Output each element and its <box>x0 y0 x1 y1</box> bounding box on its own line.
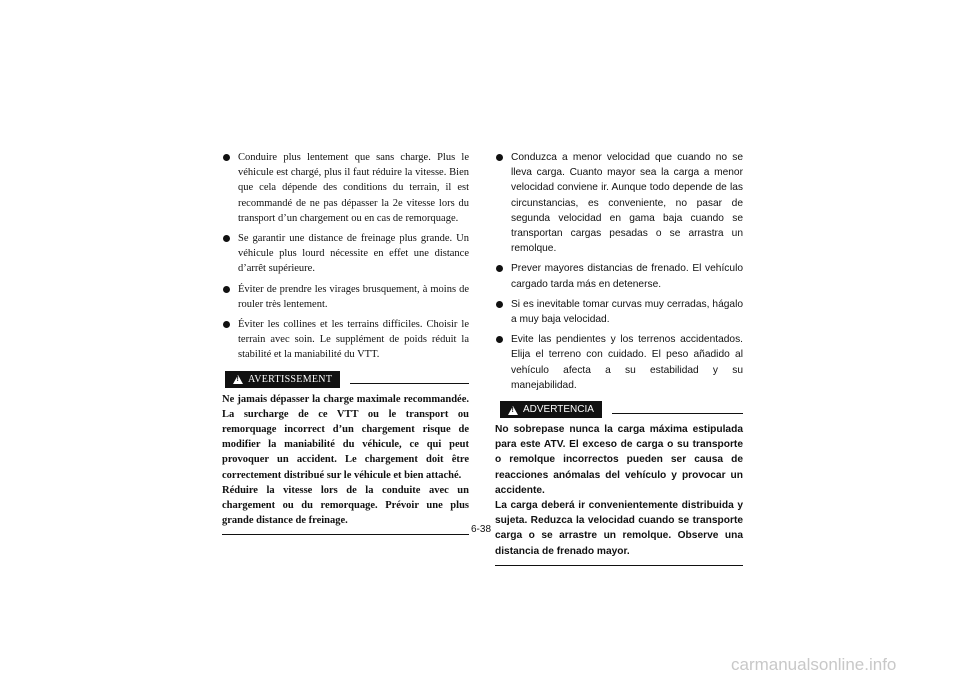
list-item-text: Evite las pendientes y los terrenos accidentados. Elija el terreno con cuidado. El peso añadido al vehículo afecta a su estabilidad y su manejabilidad. <box>511 334 743 391</box>
list-item-text: Conduire plus lentement que sans charge. Plus le véhicule est chargé, plus il faut réduire la vitesse. Bien que cela dépende des conditions du terrain, il est recommandé de ne pas dépasser la 2e vitesse lors du transport d’un chargement ou en cas de remorquage. <box>238 152 469 224</box>
list-item <box>222 231 469 277</box>
watermark: carmanualsonline.info <box>731 655 897 674</box>
warning-triangle-icon <box>233 375 243 384</box>
list-item-text: Éviter les collines et les terrains difficiles. Choisir le terrain avec soin. Le supplément de poids réduit la stabilité et la maniabilité du VTT. <box>238 319 469 361</box>
warning-text <box>222 392 469 529</box>
divider <box>495 565 743 566</box>
bullet-icon <box>496 336 503 343</box>
warning-badge <box>225 371 340 388</box>
bullet-icon <box>496 301 503 308</box>
list-item-text: Conduzca a menor velocidad que cuando no se lleva carga. Cuanto mayor sea la carga a menor velocidad conviene ir. Aunque todo depende de las circunstancias, es conveniente, no pasar de segunda velocidad en gama baja cuando se transportan cargas pesadas o se arrastra un remolque. <box>511 152 743 255</box>
list-item <box>222 317 469 363</box>
list-item <box>222 282 469 312</box>
divider <box>350 383 469 384</box>
list-item <box>495 332 743 393</box>
warning-paragraph: Réduire la vitesse lors de la conduite avec un chargement ou du remorquage. Prévoir une plus grande distance de freinage. <box>222 484 469 527</box>
bullet-icon <box>496 265 503 272</box>
warning-header <box>495 401 743 418</box>
list-item-text: Éviter de prendre les virages brusquement, à moins de rouler très lentement. <box>238 283 469 310</box>
warning-label: ADVERTENCIA <box>523 404 594 416</box>
bullet-icon <box>223 321 230 328</box>
list-item <box>495 297 743 327</box>
spanish-column <box>495 150 743 566</box>
warning-triangle-icon <box>508 406 518 415</box>
warning-paragraph: Ne jamais dépasser la charge maximale recommandée. La surcharge de ce VTT ou le transport ou remorquage incorrect d’un chargement risque de modifier la maniabilité du véhicule, ce qui peut provoquer un accident. Le chargement doit être correctement distribué sur le véhicule et bien attaché. <box>222 393 469 481</box>
list-item-text: Si es inevitable tomar curvas muy cerradas, hágalo a muy baja velocidad. <box>511 298 743 326</box>
warning-text <box>495 422 743 559</box>
spanish-bullet-list <box>495 150 743 393</box>
warning-paragraph: La carga deberá ir convenientemente distribuida y sujeta. Reduzca la velocidad cuando se transporte carga o se arrastre un remolque. Observe una distancia de frenado mayor. <box>495 500 743 557</box>
warning-paragraph: No sobrepase nunca la carga máxima estipulada para este ATV. El exceso de carga o su transporte o remolque incorrectos pueden ser causa de reacciones anómalas del vehículo y provocar un accidente. <box>495 424 743 496</box>
list-item-text: Se garantir une distance de freinage plus grande. Un véhicule plus lourd nécessite en effet une distance d’arrêt supérieure. <box>238 233 469 275</box>
warning-label: AVERTISSEMENT <box>248 374 333 386</box>
warning-header <box>222 371 469 388</box>
divider <box>612 413 743 414</box>
list-item-text: Prever mayores distancias de frenado. El vehículo cargado tarda más en detenerse. <box>511 263 743 290</box>
bullet-icon <box>496 154 503 161</box>
warning-badge <box>500 401 602 418</box>
list-item <box>495 261 743 291</box>
list-item <box>222 150 469 226</box>
list-item <box>495 150 743 256</box>
page-number: 6-38 <box>471 524 492 535</box>
bullet-icon <box>223 286 230 293</box>
bullet-icon <box>223 154 230 161</box>
french-bullet-list <box>222 150 469 363</box>
bullet-icon <box>223 235 230 242</box>
divider <box>222 534 469 535</box>
french-column <box>222 150 469 535</box>
